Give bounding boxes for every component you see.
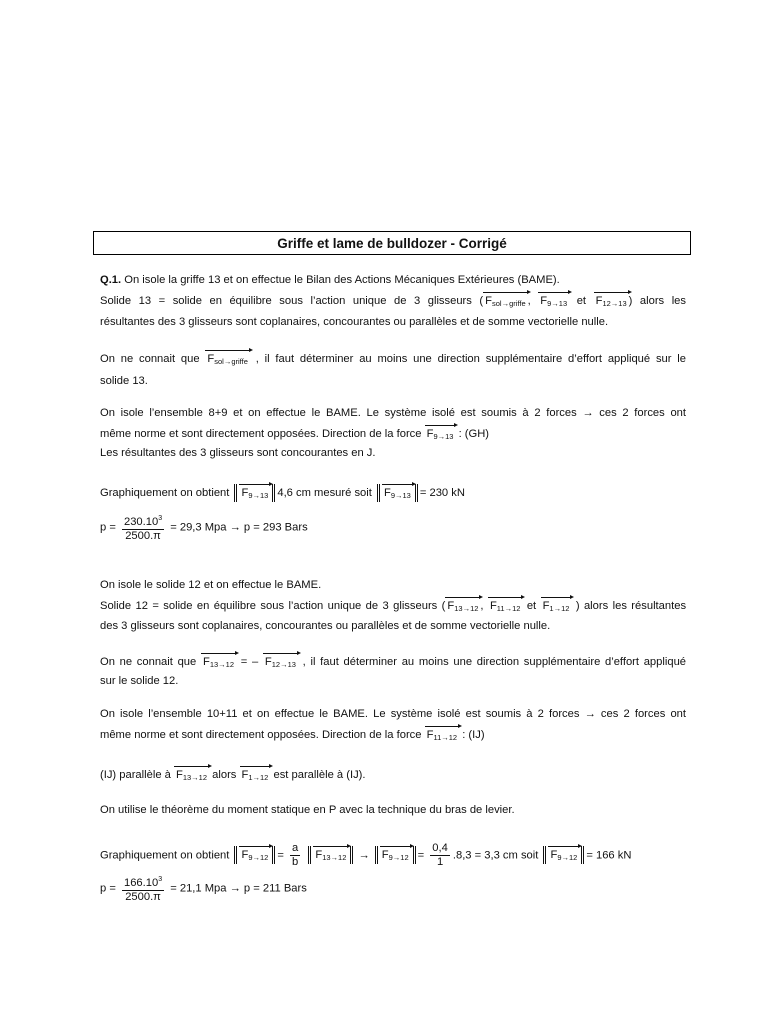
- s12-known: [100, 655, 686, 671]
- iso1011-line2: [100, 728, 485, 744]
- known-text-end: , il faut déterminer au moins une direction supplémentaire d’effort appliqué sur le: [255, 353, 687, 365]
- vector-f-1-12-b: $F_{1\to 12}$: [240, 766, 271, 784]
- page-title: [93, 231, 691, 255]
- q1-label: Q.1.: [100, 274, 122, 286]
- q1-solide13-line: [100, 294, 686, 310]
- q1-known-line: [100, 352, 686, 368]
- vector-f-sol-griffe: $F_{sol\to griffe}$: [483, 292, 527, 310]
- q1-intro-text: On isole la griffe 13 et on effectue le Bilan des Actions Mécaniques Extérieures (BAME).: [124, 274, 560, 286]
- s12-pressure: [100, 873, 307, 904]
- graph-result: = 230 kN: [419, 487, 465, 499]
- fraction-a-b: $\frac{a}{b}$: [292, 842, 299, 868]
- s12-known-end: , il faut déterminer au moins une direction supplémentaire d’effort appliqué: [302, 656, 687, 668]
- norm-f-13-12: $F_{13\to 12}$: [308, 846, 353, 864]
- s12-graph-measure: .8,3 = 3,3 cm soit: [452, 849, 539, 862]
- vector-f-13-12-b: $F_{13\to 12}$: [201, 653, 236, 671]
- q1-pressure: [100, 512, 308, 543]
- fraction-04-1: $\frac{0,4}{1}$: [432, 842, 448, 868]
- p-label: p =: [100, 521, 116, 534]
- norm-f-9-13-b: $F_{9\to 13}$: [377, 484, 418, 502]
- arrow: →: [358, 849, 370, 862]
- known-text: On ne connait que: [100, 353, 200, 365]
- p-label-2: p =: [100, 882, 116, 895]
- iso89-text: même norme et sont directement opposées. Direction de la force: [100, 428, 422, 440]
- comma: ,: [527, 295, 531, 307]
- et-word: et: [576, 295, 587, 307]
- p-fraction: $\frac{230.10^3}{2500.\pi}$: [122, 512, 164, 543]
- s12-isole: On isole le solide 12 et on effectue le BAME.: [100, 579, 322, 591]
- iso1011-text: même norme et sont directement opposées. Direction de la force: [100, 729, 422, 741]
- vector-f-9-13-dir: $F_{9\to 13}$: [425, 425, 456, 443]
- s12-known-line2: sur le solide 12.: [100, 675, 179, 687]
- iso1011-line1: On isole l’ensemble 10+11 et on effectue le BAME. Le système isolé est soumis à 2 forces → ces 2 forces ont: [100, 708, 686, 720]
- norm-f-9-13: $F_{9\to 13}$: [234, 484, 275, 502]
- s12-graph-result: = 166 kN: [586, 849, 632, 862]
- norm-f-9-12-c: $F_{9\to 12}$: [543, 846, 584, 864]
- et-word-2: et: [526, 600, 537, 612]
- vector-f-13-12-c: $F_{13\to 12}$: [174, 766, 209, 784]
- vector-f-sol-griffe-2: $F_{sol\to griffe}$: [205, 350, 249, 368]
- p-result: = 29,3 Mpa → p = 293 Bars: [170, 521, 308, 534]
- vector-f-12-13-b: $F_{12\to 13}$: [263, 653, 298, 671]
- iso89-line1: On isole l’ensemble 8+9 et on effectue le BAME. Le système isolé est soumis à 2 forces → ces 2 forces ont: [100, 407, 686, 419]
- concour-j: Les résultantes des 3 glisseurs sont concourantes en J.: [100, 447, 376, 459]
- par-end: est parallèle à (IJ).: [273, 769, 366, 781]
- s12-known-text: On ne connait que: [100, 656, 197, 668]
- norm-f-9-12: $F_{9\to 12}$: [234, 846, 275, 864]
- iso89-gh: : (GH): [458, 428, 490, 440]
- graph-measure: 4,6 cm mesuré soit: [277, 487, 372, 499]
- s12-graph-line: Graphiquement on obtient $F_{9\to 12}$ = $\frac{a}{b}$ $F_{13\to 12} \to F_{9\to 12}$ = $\frac{0,4}{1}$ .8,3 = 3,3 cm soit $F_{9\to 12} = 166$ kN: [100, 842, 632, 868]
- parallel-line: [100, 768, 366, 784]
- vector-f-12-13: $F_{12\to 13}$: [594, 292, 629, 310]
- solide13-line2: résultantes des 3 glisseurs sont coplanaires, concourantes ou parallèles et de somme vectorielle nulle.: [100, 316, 609, 328]
- s12-text-end: ) alors les résultantes: [575, 600, 687, 612]
- q1-graph-line: [100, 484, 465, 502]
- p-fraction-2: $\frac{166.10^3}{2500.\pi}$: [122, 873, 164, 904]
- vector-f-9-13: $F_{9\to 13}$: [538, 292, 569, 310]
- vector-f-13-12: $F_{13\to 12}$: [445, 597, 480, 615]
- s12-line: Solide 12 = solide en équilibre sous l’action unique de 3 glisseurs ( $F_{13\to 12}$ , $F_{11\to 12}$ et $F_{1\to 12}$ ) alors les résultantes: [100, 599, 686, 615]
- par-text: (IJ) parallèle à: [100, 769, 171, 781]
- solide13-text: Solide 13 = solide en équilibre sous l’action unique de 3 glisseurs (: [100, 295, 484, 307]
- s12-line2: des 3 glisseurs sont coplanaires, concourantes ou parallèles et de somme vectorielle nulle.: [100, 620, 551, 632]
- s12-text: Solide 12 = solide en équilibre sous l’action unique de 3 glisseurs (: [100, 600, 446, 612]
- title-text: Griffe et lame de bulldozer - Corrigé: [277, 235, 507, 251]
- p-result-2: = 21,1 Mpa → p = 211 Bars: [170, 882, 307, 895]
- moment-line: On utilise le théorème du moment statique en P avec la technique du bras de levier.: [100, 804, 515, 816]
- q1-intro: [100, 273, 560, 287]
- equals-minus: = –: [240, 656, 259, 668]
- iso1011-ij: : (IJ): [462, 729, 485, 741]
- close-paren: ): [628, 295, 633, 307]
- vector-f-11-12-dir: $F_{11\to 12}$: [425, 726, 459, 744]
- solide13-text-end: alors les: [639, 295, 686, 307]
- par-alors: alors: [212, 769, 237, 781]
- known-line2: solide 13.: [100, 375, 148, 387]
- vector-f-1-12: $F_{1\to 12}$: [541, 597, 572, 615]
- graph-text: Graphiquement on obtient: [100, 487, 230, 499]
- vector-f-11-12: $F_{11\to 12}$: [488, 597, 522, 615]
- norm-f-9-12-b: $F_{9\to 12}$: [375, 846, 416, 864]
- iso89-line2: [100, 427, 489, 443]
- s12-graph-text: Graphiquement on obtient: [100, 849, 230, 862]
